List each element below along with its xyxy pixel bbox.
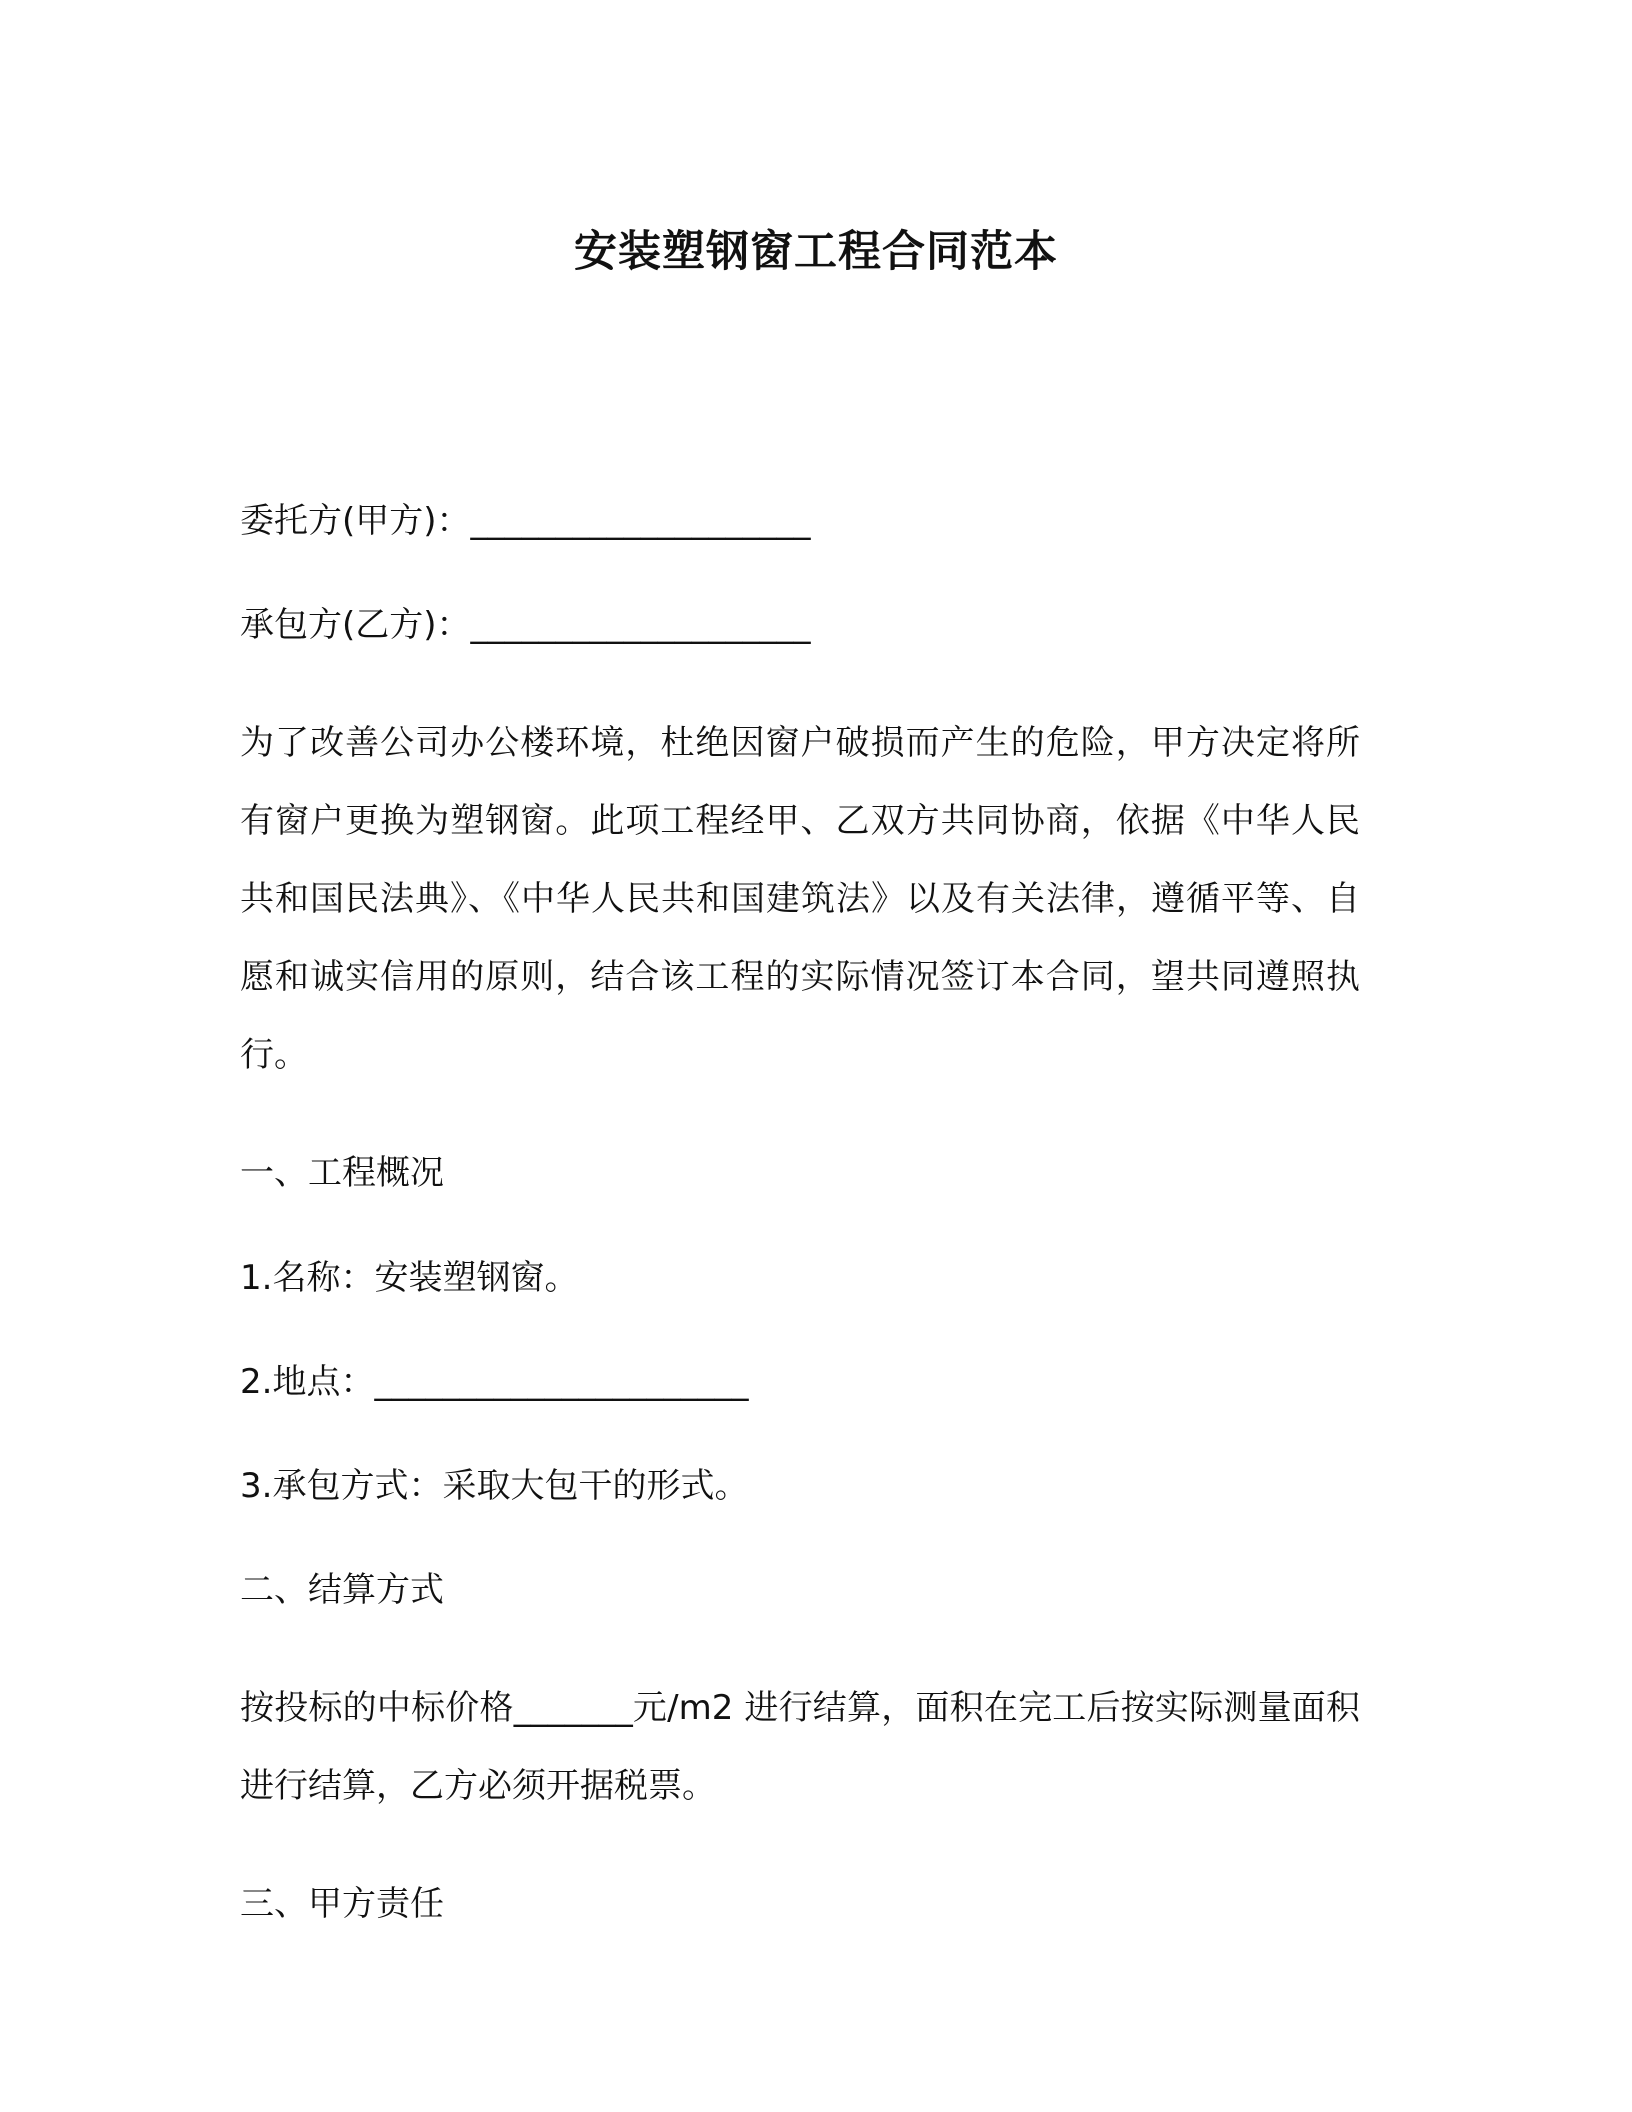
party-a-line: 委托方(甲方)：____________________ [240,501,811,541]
document-title: 安装塑钢窗工程合同范本 [574,227,1058,277]
party-b-line: 承包方(乙方)：____________________ [240,605,811,645]
section-3-heading: 三、甲方责任 [240,1884,444,1924]
section-1-heading: 一、工程概况 [240,1153,444,1193]
settlement-paragraph: 按投标的中标价格_______元/m2 进行结算，面积在完工后按实际测量面积进行结算，乙方必须开据税票。 [240,1688,1360,1806]
preamble-paragraph: 为了改善公司办公楼环境，杜绝因窗户破损而产生的危险，甲方决定将所有窗户更换为塑钢窗。此项工程经甲、乙双方共同协商，依据《中华人民共和国民法典》、《中华人民共和国建筑法》以及有关法律，遵循平等、自愿和诚实信用的原则，结合该工程的实际情况签订本合同，望共同遵照执行。 [240,723,1360,1075]
item-2-location: 2.地点：______________________ [240,1362,749,1402]
item-1-name: 1.名称：安装塑钢窗。 [240,1258,579,1298]
document-body [240,496,1360,1929]
item-3-method: 3.承包方式：采取大包干的形式。 [240,1466,749,1506]
section-2-heading: 二、结算方式 [240,1570,444,1610]
